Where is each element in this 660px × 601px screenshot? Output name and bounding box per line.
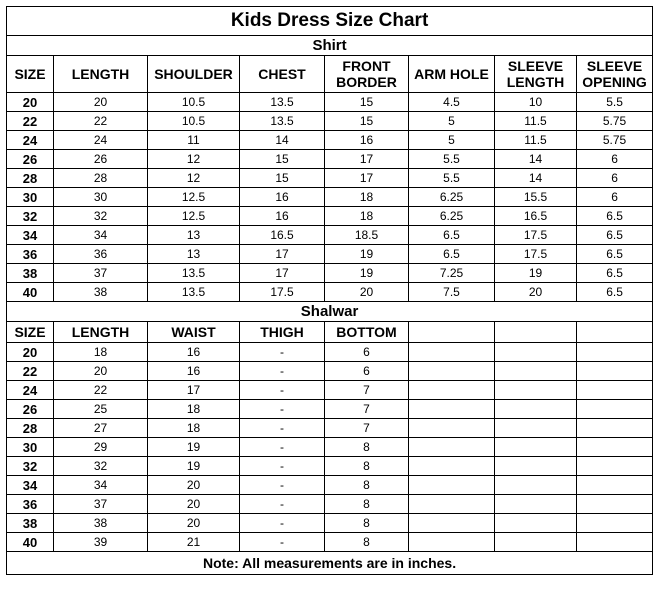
- empty-cell: [495, 533, 577, 552]
- shirt-cell-sleeve-length: 17.5: [495, 226, 577, 245]
- shirt-cell-front-border: 18: [325, 188, 409, 207]
- shalwar-cell-size: 40: [7, 533, 54, 552]
- shirt-cell-front-border: 17: [325, 169, 409, 188]
- shalwar-cell-waist: 20: [148, 476, 240, 495]
- shirt-cell-front-border: 18: [325, 207, 409, 226]
- empty-cell: [577, 476, 653, 495]
- shirt-cell-arm-hole: 6.25: [409, 188, 495, 207]
- shalwar-cell-waist: 17: [148, 381, 240, 400]
- shalwar-cell-size: 34: [7, 476, 54, 495]
- empty-cell: [495, 457, 577, 476]
- empty-cell: [577, 419, 653, 438]
- shalwar-header-waist: WAIST: [148, 322, 240, 343]
- shirt-cell-shoulder: 13: [148, 226, 240, 245]
- shirt-cell-size: 36: [7, 245, 54, 264]
- empty-cell: [495, 400, 577, 419]
- empty-cell: [409, 533, 495, 552]
- shirt-table-row: [7, 188, 653, 207]
- shirt-cell-length: 30: [54, 188, 148, 207]
- shalwar-table-row: [7, 400, 653, 419]
- shalwar-table-row: [7, 514, 653, 533]
- measurement-note: Note: All measurements are in inches.: [7, 552, 653, 575]
- shirt-header-shoulder: SHOULDER: [148, 56, 240, 93]
- empty-cell: [577, 400, 653, 419]
- shirt-cell-chest: 13.5: [240, 112, 325, 131]
- shirt-cell-front-border: 16: [325, 131, 409, 150]
- shalwar-cell-length: 34: [54, 476, 148, 495]
- shirt-cell-chest: 17: [240, 245, 325, 264]
- shirt-cell-sleeve-length: 20: [495, 283, 577, 302]
- shirt-cell-size: 34: [7, 226, 54, 245]
- shirt-cell-sleeve-length: 14: [495, 169, 577, 188]
- shalwar-cell-bottom: 8: [325, 476, 409, 495]
- shirt-cell-arm-hole: 5.5: [409, 169, 495, 188]
- shalwar-cell-waist: 18: [148, 419, 240, 438]
- empty-cell: [495, 381, 577, 400]
- shirt-table-row: [7, 169, 653, 188]
- shirt-cell-arm-hole: 7.5: [409, 283, 495, 302]
- empty-cell: [495, 495, 577, 514]
- shirt-header-size: SIZE: [7, 56, 54, 93]
- shirt-cell-chest: 17: [240, 264, 325, 283]
- shalwar-cell-size: 30: [7, 438, 54, 457]
- shirt-cell-sleeve-length: 10: [495, 93, 577, 112]
- empty-cell: [577, 438, 653, 457]
- shirt-cell-length: 38: [54, 283, 148, 302]
- shirt-cell-sleeve-length: 19: [495, 264, 577, 283]
- empty-cell: [495, 362, 577, 381]
- shalwar-cell-thigh: -: [240, 457, 325, 476]
- shalwar-cell-length: 32: [54, 457, 148, 476]
- shirt-cell-size: 38: [7, 264, 54, 283]
- shalwar-cell-bottom: 6: [325, 343, 409, 362]
- shirt-cell-arm-hole: 5: [409, 131, 495, 150]
- shirt-table-row: [7, 112, 653, 131]
- shirt-cell-front-border: 19: [325, 264, 409, 283]
- shalwar-cell-bottom: 8: [325, 495, 409, 514]
- shirt-cell-sleeve-opening: 6: [577, 150, 653, 169]
- shirt-cell-size: 28: [7, 169, 54, 188]
- shalwar-cell-length: 25: [54, 400, 148, 419]
- shalwar-cell-bottom: 7: [325, 381, 409, 400]
- shirt-cell-length: 37: [54, 264, 148, 283]
- shirt-cell-sleeve-opening: 5.5: [577, 93, 653, 112]
- shirt-cell-length: 28: [54, 169, 148, 188]
- empty-cell: [577, 343, 653, 362]
- shirt-header-sleeve-opening: SLEEVE OPENING: [577, 56, 653, 93]
- shalwar-cell-thigh: -: [240, 362, 325, 381]
- empty-cell: [409, 495, 495, 514]
- shirt-header-chest: CHEST: [240, 56, 325, 93]
- shalwar-cell-thigh: -: [240, 343, 325, 362]
- shalwar-cell-bottom: 8: [325, 514, 409, 533]
- shirt-table-row: [7, 131, 653, 150]
- shalwar-cell-size: 32: [7, 457, 54, 476]
- empty-cell: [577, 381, 653, 400]
- empty-cell: [409, 419, 495, 438]
- shalwar-cell-length: 29: [54, 438, 148, 457]
- shirt-table-row: [7, 207, 653, 226]
- shalwar-cell-length: 37: [54, 495, 148, 514]
- shalwar-cell-thigh: -: [240, 400, 325, 419]
- shirt-cell-sleeve-length: 14: [495, 150, 577, 169]
- shirt-header-sleeve-length: SLEEVE LENGTH: [495, 56, 577, 93]
- shirt-cell-length: 20: [54, 93, 148, 112]
- shalwar-cell-waist: 19: [148, 438, 240, 457]
- shirt-cell-chest: 16: [240, 188, 325, 207]
- shalwar-header-length: LENGTH: [54, 322, 148, 343]
- shalwar-table-row: [7, 495, 653, 514]
- empty-cell: [409, 476, 495, 495]
- shalwar-cell-length: 20: [54, 362, 148, 381]
- shirt-cell-sleeve-length: 17.5: [495, 245, 577, 264]
- shirt-cell-shoulder: 12: [148, 150, 240, 169]
- shalwar-header-row: [7, 322, 653, 343]
- shirt-cell-front-border: 15: [325, 93, 409, 112]
- shirt-cell-length: 24: [54, 131, 148, 150]
- shalwar-cell-bottom: 7: [325, 400, 409, 419]
- shalwar-cell-bottom: 7: [325, 419, 409, 438]
- shalwar-cell-waist: 21: [148, 533, 240, 552]
- empty-cell: [577, 495, 653, 514]
- shirt-cell-chest: 15: [240, 169, 325, 188]
- shirt-cell-shoulder: 12.5: [148, 188, 240, 207]
- shirt-cell-arm-hole: 5.5: [409, 150, 495, 169]
- shalwar-cell-size: 24: [7, 381, 54, 400]
- shalwar-table-row: [7, 533, 653, 552]
- shirt-cell-size: 24: [7, 131, 54, 150]
- shalwar-cell-size: 28: [7, 419, 54, 438]
- shalwar-cell-bottom: 8: [325, 533, 409, 552]
- empty-cell: [495, 343, 577, 362]
- shalwar-table-row: [7, 476, 653, 495]
- shalwar-cell-length: 27: [54, 419, 148, 438]
- shirt-cell-shoulder: 13.5: [148, 283, 240, 302]
- shirt-cell-chest: 15: [240, 150, 325, 169]
- shalwar-table-row: [7, 438, 653, 457]
- shalwar-table-row: [7, 457, 653, 476]
- shirt-cell-length: 22: [54, 112, 148, 131]
- shalwar-table-row: [7, 419, 653, 438]
- empty-cell: [409, 400, 495, 419]
- shirt-cell-front-border: 17: [325, 150, 409, 169]
- shirt-cell-sleeve-opening: 5.75: [577, 112, 653, 131]
- empty-cell: [409, 362, 495, 381]
- shirt-cell-length: 32: [54, 207, 148, 226]
- shalwar-cell-thigh: -: [240, 495, 325, 514]
- shalwar-cell-length: 22: [54, 381, 148, 400]
- shalwar-table-row: [7, 343, 653, 362]
- shalwar-cell-waist: 19: [148, 457, 240, 476]
- empty-cell: [495, 419, 577, 438]
- empty-cell: [409, 514, 495, 533]
- shalwar-cell-thigh: -: [240, 533, 325, 552]
- shirt-cell-chest: 16: [240, 207, 325, 226]
- shirt-cell-shoulder: 11: [148, 131, 240, 150]
- shirt-cell-shoulder: 12.5: [148, 207, 240, 226]
- shalwar-header-size: SIZE: [7, 322, 54, 343]
- shalwar-cell-thigh: -: [240, 438, 325, 457]
- shirt-cell-arm-hole: 4.5: [409, 93, 495, 112]
- shalwar-table-row: [7, 362, 653, 381]
- shirt-cell-sleeve-opening: 6.5: [577, 207, 653, 226]
- shirt-cell-front-border: 19: [325, 245, 409, 264]
- shirt-cell-sleeve-opening: 6.5: [577, 264, 653, 283]
- shirt-table-row: [7, 226, 653, 245]
- shirt-cell-sleeve-opening: 6.5: [577, 283, 653, 302]
- shalwar-cell-length: 18: [54, 343, 148, 362]
- empty-cell: [495, 322, 577, 343]
- shirt-cell-arm-hole: 5: [409, 112, 495, 131]
- shirt-table-row: [7, 93, 653, 112]
- shirt-cell-size: 40: [7, 283, 54, 302]
- shirt-cell-shoulder: 13.5: [148, 264, 240, 283]
- shalwar-cell-thigh: -: [240, 381, 325, 400]
- shirt-cell-front-border: 20: [325, 283, 409, 302]
- empty-cell: [409, 438, 495, 457]
- shirt-header-row: [7, 56, 653, 93]
- shirt-cell-sleeve-opening: 6.5: [577, 226, 653, 245]
- shalwar-table-row: [7, 381, 653, 400]
- empty-cell: [577, 514, 653, 533]
- shirt-cell-size: 26: [7, 150, 54, 169]
- shalwar-cell-waist: 16: [148, 362, 240, 381]
- shirt-cell-size: 22: [7, 112, 54, 131]
- shirt-header-arm-hole: ARM HOLE: [409, 56, 495, 93]
- shalwar-cell-thigh: -: [240, 419, 325, 438]
- shirt-cell-shoulder: 10.5: [148, 93, 240, 112]
- shirt-table-row: [7, 283, 653, 302]
- shirt-cell-arm-hole: 6.25: [409, 207, 495, 226]
- shirt-cell-sleeve-length: 11.5: [495, 112, 577, 131]
- shirt-cell-arm-hole: 6.5: [409, 245, 495, 264]
- shalwar-cell-waist: 18: [148, 400, 240, 419]
- shirt-cell-arm-hole: 6.5: [409, 226, 495, 245]
- shirt-section-label: Shirt: [7, 36, 653, 56]
- empty-cell: [577, 457, 653, 476]
- shirt-header-length: LENGTH: [54, 56, 148, 93]
- chart-title: Kids Dress Size Chart: [7, 7, 653, 36]
- shirt-cell-size: 20: [7, 93, 54, 112]
- shalwar-cell-waist: 20: [148, 514, 240, 533]
- shalwar-header-bottom: BOTTOM: [325, 322, 409, 343]
- shirt-cell-front-border: 18.5: [325, 226, 409, 245]
- empty-cell: [409, 322, 495, 343]
- empty-cell: [495, 438, 577, 457]
- shirt-table-row: [7, 150, 653, 169]
- shirt-cell-sleeve-length: 11.5: [495, 131, 577, 150]
- shalwar-section-label: Shalwar: [7, 302, 653, 322]
- shirt-cell-sleeve-opening: 6: [577, 169, 653, 188]
- shalwar-cell-length: 38: [54, 514, 148, 533]
- shalwar-cell-thigh: -: [240, 514, 325, 533]
- shalwar-cell-bottom: 8: [325, 457, 409, 476]
- shalwar-cell-size: 36: [7, 495, 54, 514]
- shirt-cell-chest: 13.5: [240, 93, 325, 112]
- shirt-cell-length: 34: [54, 226, 148, 245]
- shirt-cell-shoulder: 10.5: [148, 112, 240, 131]
- shalwar-cell-size: 26: [7, 400, 54, 419]
- shirt-cell-length: 26: [54, 150, 148, 169]
- empty-cell: [409, 381, 495, 400]
- shalwar-cell-thigh: -: [240, 476, 325, 495]
- shirt-cell-shoulder: 12: [148, 169, 240, 188]
- shirt-cell-size: 30: [7, 188, 54, 207]
- empty-cell: [495, 514, 577, 533]
- shalwar-cell-size: 38: [7, 514, 54, 533]
- shalwar-cell-waist: 16: [148, 343, 240, 362]
- shirt-cell-length: 36: [54, 245, 148, 264]
- shirt-cell-sleeve-opening: 5.75: [577, 131, 653, 150]
- shirt-cell-chest: 16.5: [240, 226, 325, 245]
- empty-cell: [495, 476, 577, 495]
- shalwar-header-thigh: THIGH: [240, 322, 325, 343]
- empty-cell: [409, 457, 495, 476]
- shirt-cell-front-border: 15: [325, 112, 409, 131]
- empty-cell: [577, 362, 653, 381]
- shirt-table-row: [7, 245, 653, 264]
- shirt-cell-sleeve-length: 16.5: [495, 207, 577, 226]
- shalwar-cell-size: 20: [7, 343, 54, 362]
- shalwar-cell-waist: 20: [148, 495, 240, 514]
- shirt-header-front-border: FRONT BORDER: [325, 56, 409, 93]
- shirt-cell-size: 32: [7, 207, 54, 226]
- shirt-cell-arm-hole: 7.25: [409, 264, 495, 283]
- empty-cell: [577, 322, 653, 343]
- shirt-cell-sleeve-length: 15.5: [495, 188, 577, 207]
- shirt-cell-chest: 14: [240, 131, 325, 150]
- shirt-cell-sleeve-opening: 6: [577, 188, 653, 207]
- shirt-cell-sleeve-opening: 6.5: [577, 245, 653, 264]
- empty-cell: [577, 533, 653, 552]
- shirt-table-row: [7, 264, 653, 283]
- empty-cell: [409, 343, 495, 362]
- size-chart-table: [6, 6, 653, 575]
- shirt-cell-shoulder: 13: [148, 245, 240, 264]
- shalwar-cell-bottom: 6: [325, 362, 409, 381]
- shirt-cell-chest: 17.5: [240, 283, 325, 302]
- shalwar-cell-size: 22: [7, 362, 54, 381]
- shalwar-cell-length: 39: [54, 533, 148, 552]
- shalwar-cell-bottom: 8: [325, 438, 409, 457]
- size-chart-document: [6, 6, 652, 575]
